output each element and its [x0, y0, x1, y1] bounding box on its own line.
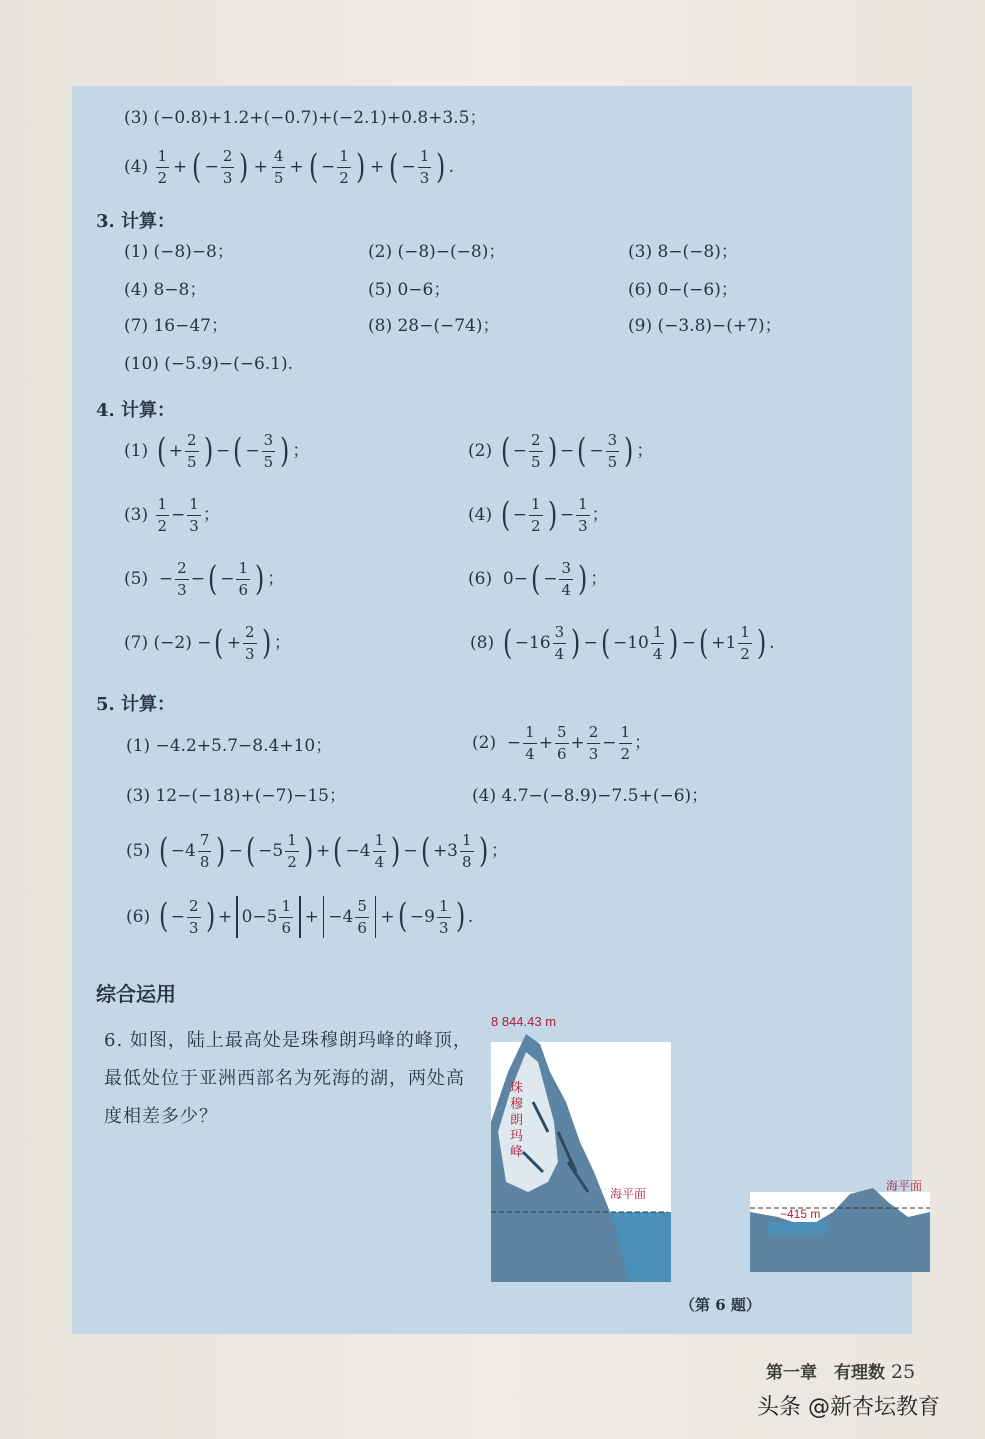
watermark: 头条 @新杏坛教育 — [757, 1395, 940, 1420]
mountain-sea-illustration — [488, 1012, 938, 1297]
ex5-item-3: (3) 12−(−18)+(−7)−15； — [126, 786, 346, 806]
ex5-item-5: (5) ( −4 $\frac{7}{8}$ ) − ( −5 $\frac{1}{2}$ ) + ( −4 $\frac{1}{4}$ ) − ( +3 $\frac{1}{8}$ ) ； — [126, 830, 508, 871]
ex2-item-4: (4) $\frac{1}{2}$ + ( − $\frac{2}{3}$ ) + $\frac{4}{5}$ + ( − $\frac{1}{2}$ ) + ( − $\frac{1}{3}$ ) . — [124, 146, 454, 187]
mountain-name-label: 珠穆朗玛峰 — [510, 1080, 524, 1159]
ex4-item-7: (7) (−2) − ( + $\frac{2}{3}$ ) ； — [124, 622, 291, 663]
ex4-item-5: (5) − $\frac{2}{3}$ − ( − $\frac{1}{6}$ ) ； — [124, 558, 285, 599]
page-footer — [766, 1358, 915, 1383]
ex3-item: (4) 8−8； — [124, 280, 207, 300]
ex5-item-4: (4) 4.7−(−8.9)−7.5+(−6)； — [472, 786, 709, 806]
ex4-item-6: (6) 0− ( − $\frac{3}{4}$ ) ； — [468, 558, 608, 599]
section-heading: 综合运用 — [96, 982, 176, 1006]
ex3-item: (2) (−8)−(−8)； — [368, 242, 506, 262]
ex6-figure — [488, 1012, 938, 1297]
ex3-item: (6) 0−(−6)； — [628, 280, 738, 300]
chapter-title: 第一章 有理数 — [766, 1363, 885, 1383]
ex3-title: 3. 计算： — [96, 211, 176, 232]
figure-caption: （第 6 题） — [680, 1296, 761, 1314]
ex4-item-2: (2) ( − $\frac{2}{5}$ ) − ( − $\frac{3}{5}$ ) ； — [468, 430, 654, 471]
ex4-item-8: (8) ( −16 $\frac{3}{4}$ ) − ( −10 $\frac{1}{4}$ ) − ( +1 $\frac{1}{2}$ ) . — [470, 622, 775, 663]
ex5-title: 5. 计算： — [96, 694, 176, 715]
ex3-item: (9) (−3.8)−(+7)； — [628, 316, 782, 336]
ex3-item: (1) (−8)−8； — [124, 242, 234, 262]
page-number: 25 — [891, 1361, 916, 1383]
ex3-item: (10) (−5.9)−(−6.1). — [124, 354, 294, 374]
ex3-item: (5) 0−6； — [368, 280, 451, 300]
ex5-item-2: (2) − $\frac{1}{4}$ + $\frac{5}{6}$ + $\frac{2}{3}$ − $\frac{1}{2}$ ； — [472, 723, 652, 763]
ex4-item-4: (4) ( − $\frac{1}{2}$ ) − $\frac{1}{3}$ ； — [468, 494, 609, 535]
dead-sea-water — [768, 1222, 828, 1234]
ex4-item-3: (3) $\frac{1}{2}$ − $\frac{1}{3}$ ； — [124, 495, 220, 535]
ex3-item: (7) 16−47； — [124, 316, 228, 336]
ex6-question: 6. 如图，陆上最高处是珠穆朗玛峰的峰顶，最低处位于亚洲西部名为死海的湖，两处高度相差多少？ — [104, 1030, 472, 1127]
sea-level-label-1: 海平面 — [610, 1187, 647, 1201]
dead-sea-depth-label: −415 m — [780, 1207, 821, 1221]
sea-level-label-2: 海平面 — [886, 1179, 923, 1193]
ex5-item-6: (6) ( − $\frac{2}{3}$ ) + 0−5 $\frac{1}{6}$ + −4 $\frac{5}{6}$ + ( −9 $\frac{1}{3}$ ) . — [126, 896, 474, 937]
ex3-item: (8) 28−(−74)； — [368, 316, 500, 336]
ex4-item-1: (1) ( + $\frac{2}{5}$ ) − ( − $\frac{3}{5}$ ) ； — [124, 430, 310, 471]
ex5-item-1: (1) −4.2+5.7−8.4+10； — [126, 736, 333, 756]
everest-height-label: 8 844.43 m — [491, 1014, 557, 1029]
ex3-item: (3) 8−(−8)； — [628, 242, 738, 262]
ex4-title: 4. 计算： — [96, 400, 176, 421]
ex2-item-3: (3) (−0.8)+1.2+(−0.7)+(−2.1)+0.8+3.5； — [124, 108, 487, 128]
